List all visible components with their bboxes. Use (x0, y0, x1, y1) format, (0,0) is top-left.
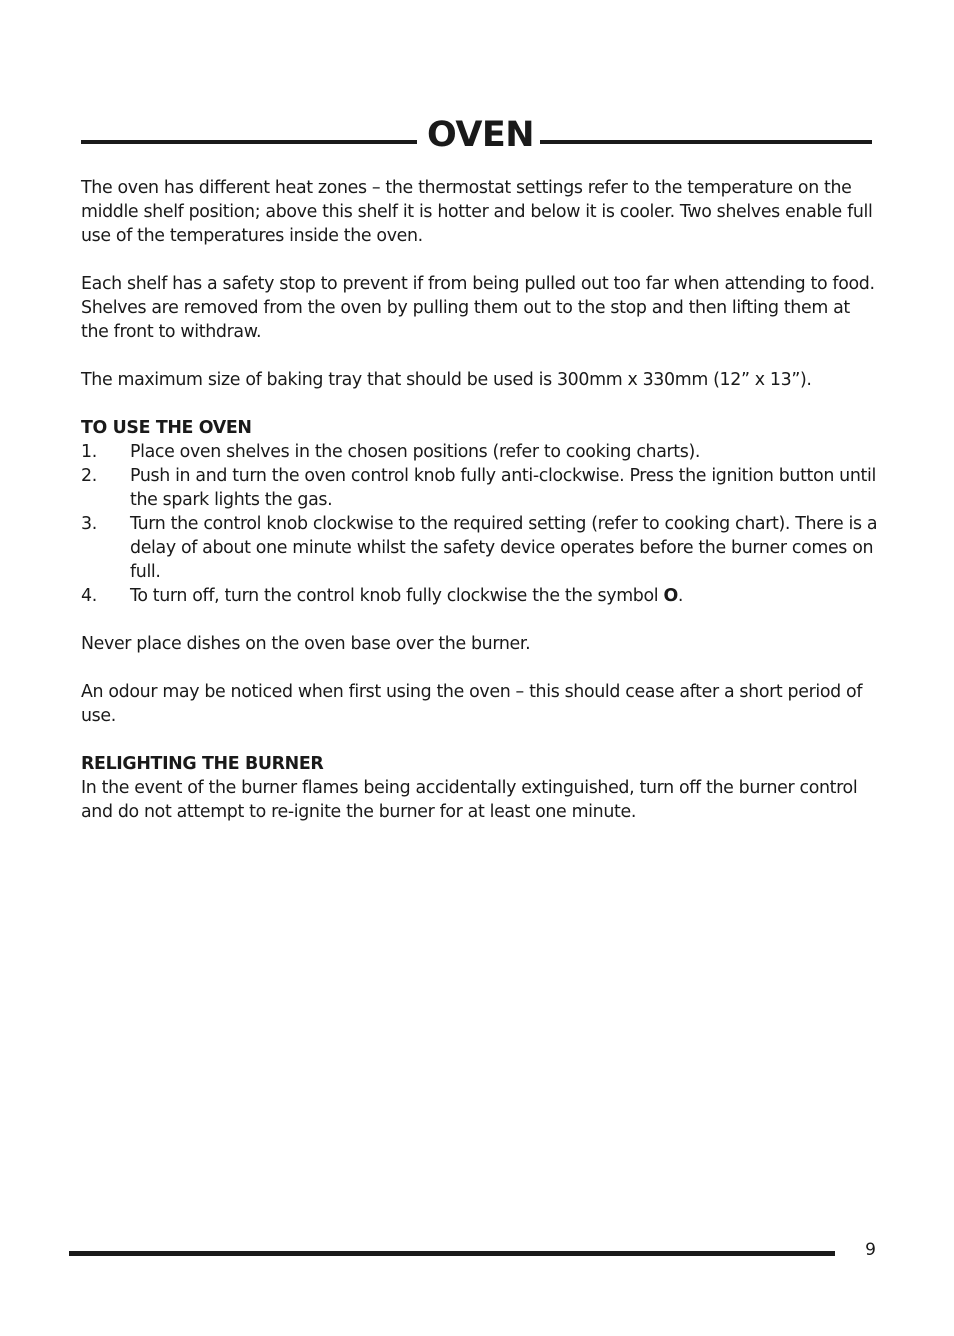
step-number: 4. (81, 586, 97, 606)
step-number: 1. (81, 442, 97, 462)
page-number: 9 (865, 1240, 876, 1260)
intro-paragraph-tray-size: The maximum size of baking tray that should be used is 300mm x 330mm (12” x 13”). (81, 370, 812, 390)
step-text: To turn off, turn the control knob fully clockwise the the symbol (130, 586, 664, 606)
note-paragraph-odour: An odour may be noticed when first using the oven – this should cease after a short period of use. (81, 682, 863, 726)
step-text: Place oven shelves in the chosen positions (refer to cooking charts). (130, 442, 701, 462)
step-item (81, 584, 881, 608)
step-item (81, 512, 881, 584)
note-paragraph-dishes: Never place dishes on the oven base over the burner. (81, 634, 531, 654)
intro-paragraph-heat-zones: The oven has different heat zones – the thermostat settings refer to the temperature on the middle shelf position; above this shelf it is hotter and below it is cooler. Two shelves enable full use of the temperatures inside the oven. (81, 178, 873, 246)
step-text-end: . (677, 586, 684, 606)
step-text: Turn the control knob clockwise to the required setting (refer to cooking chart). There is a delay of about one minute whilst the safety device operates before the burner comes on full. (130, 514, 878, 582)
title-rule-right (540, 140, 872, 144)
title-rule-left (81, 140, 417, 144)
title-row (81, 112, 872, 158)
step-item (81, 440, 881, 464)
step-number: 2. (81, 466, 97, 486)
use-oven-steps (81, 440, 881, 608)
page-body (81, 176, 881, 848)
step-number: 3. (81, 514, 97, 534)
step-item (81, 464, 881, 512)
off-symbol: O (663, 586, 678, 606)
relight-paragraph: In the event of the burner flames being accidentally extinguished, turn off the burner control and do not attempt to re-ignite the burner for at least one minute. (81, 778, 858, 822)
step-text: Push in and turn the oven control knob fully anti-clockwise. Press the ignition button until the spark lights the gas. (130, 466, 876, 510)
section-heading-use-oven: TO USE THE OVEN (81, 418, 252, 438)
intro-paragraph-shelves: Each shelf has a safety stop to prevent if from being pulled out too far when attending to food. Shelves are removed from the oven by pulling them out to the stop and then lifting them at the front to withdraw. (81, 274, 875, 342)
section-heading-relight: RELIGHTING THE BURNER (81, 754, 324, 774)
page-title: OVEN (427, 115, 535, 155)
footer-rule (69, 1251, 835, 1256)
